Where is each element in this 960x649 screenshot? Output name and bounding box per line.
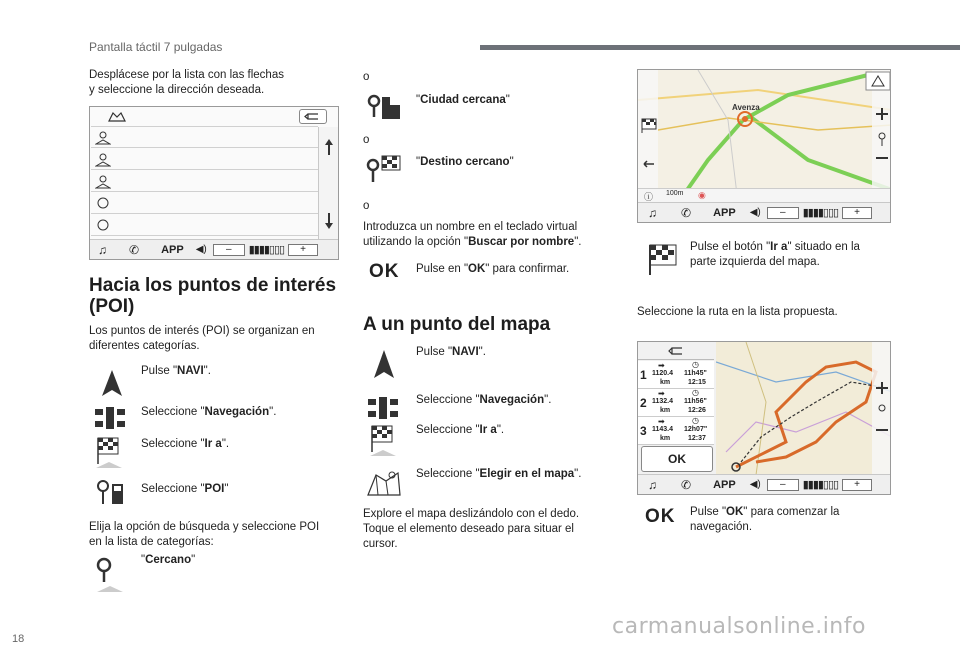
volume-level: ▮▮▮▮▯▯▯ — [802, 479, 839, 491]
clock-icon: ◷ — [692, 416, 699, 425]
map-scale: 100m — [666, 190, 684, 197]
route-distance: 1143.4 — [652, 426, 674, 433]
navi-icon — [100, 368, 124, 398]
explore-paragraph — [363, 507, 613, 552]
step-ir-a: Seleccione "Ir a". — [141, 438, 230, 450]
clock-icon: ◷ — [692, 360, 699, 369]
heading-line-1: Hacia los puntos de interés — [89, 275, 337, 296]
step-elegir-mapa: Seleccione "Elegir en el mapa". — [416, 468, 582, 480]
map-pin-icon — [95, 174, 111, 189]
direction-arrow-icon: ➡ — [658, 417, 665, 426]
keyboard-line-1: Introduzca un nombre en el teclado virtual — [363, 221, 578, 233]
para2-line-1: Elija la opción de búsqueda y seleccione POI — [89, 521, 320, 533]
list-item[interactable] — [91, 171, 318, 192]
route-distance-unit: km — [660, 435, 671, 442]
position-icon: ◉ — [698, 190, 706, 200]
flag-icon[interactable] — [640, 118, 658, 134]
or-text: o — [363, 71, 370, 83]
volume-down-button[interactable]: – — [767, 479, 799, 491]
page-header-title: Pantalla táctil 7 pulgadas — [89, 40, 223, 54]
route-distance-unit: km — [660, 407, 671, 414]
speaker-icon: ◀) — [749, 479, 761, 490]
route-number: 2 — [640, 396, 647, 410]
app-button[interactable]: APP — [713, 206, 736, 219]
para-line-2: diferentes categorías. — [89, 340, 200, 352]
flag-icon — [644, 243, 682, 277]
list-item[interactable] — [91, 193, 318, 214]
phone-icon[interactable]: ✆ — [129, 242, 140, 257]
step-ir-a: Seleccione "Ir a". — [416, 424, 505, 436]
step-poi: Seleccione "POI" — [141, 483, 229, 495]
list-header-row — [91, 107, 318, 127]
scroll-up-icon[interactable] — [323, 137, 335, 157]
final-line-1: Pulse "OK" para comenzar la — [690, 506, 840, 518]
music-icon[interactable]: ♫ — [98, 242, 107, 257]
map-view[interactable] — [638, 70, 891, 203]
music-icon[interactable]: ♫ — [648, 205, 657, 220]
route-map[interactable] — [716, 342, 891, 475]
poi-icon — [95, 196, 111, 211]
route-distance-unit: km — [660, 379, 671, 386]
map-pin-icon — [95, 152, 111, 167]
map-city-label: Avenza — [732, 103, 760, 112]
final-instruction — [690, 505, 890, 535]
volume-level: ▮▮▮▮▯▯▯ — [248, 244, 285, 256]
option-destino-cercano: "Destino cercano" — [416, 156, 514, 168]
volume-level: ▮▮▮▮▯▯▯ — [802, 207, 839, 219]
section-heading-map: A un punto del mapa — [363, 314, 551, 335]
option-ciudad-cercana: "Ciudad cercana" — [416, 94, 510, 106]
map-pin-icon — [95, 130, 111, 145]
ira-line-2: parte izquierda del mapa. — [690, 256, 820, 268]
route-number: 1 — [640, 368, 647, 382]
ira-line-1: Pulse el botón "Ir a" situado en la — [690, 241, 860, 253]
map-screen[interactable] — [637, 69, 891, 223]
volume-up-button[interactable]: + — [288, 244, 318, 256]
poi-search-paragraph — [89, 520, 339, 550]
direction-arrow-icon: ➡ — [658, 389, 665, 398]
final-line-2: navegación. — [690, 521, 753, 533]
watermark: carmanualsonline.info — [612, 614, 866, 639]
map-icon — [107, 111, 127, 123]
intro-text — [89, 68, 309, 98]
ok-icon: OK — [645, 506, 676, 527]
step-ok-confirm: Pulse en "OK" para confirmar. — [416, 263, 570, 275]
navigation-icon — [367, 393, 399, 421]
back-arrow-icon — [300, 110, 326, 123]
back-button[interactable] — [299, 109, 327, 124]
back-arrow-icon[interactable] — [666, 345, 686, 357]
or-text: o — [363, 200, 370, 212]
info-icon[interactable]: ⓘ — [644, 192, 654, 202]
volume-up-button[interactable]: + — [842, 207, 872, 219]
list-item[interactable] — [91, 215, 318, 236]
route-instruction: Seleccione la ruta en la lista propuesta. — [637, 306, 838, 318]
step-navi: Pulse "NAVI". — [141, 365, 211, 377]
route-ok-button[interactable]: OK — [641, 446, 713, 472]
bottom-bar — [638, 202, 890, 222]
heading-line-2: (POI) — [89, 296, 135, 317]
map-select-icon — [366, 469, 402, 499]
ir-a-instruction — [690, 240, 890, 270]
app-button[interactable]: APP — [161, 243, 184, 256]
list-item[interactable] — [91, 149, 318, 170]
page-number: 18 — [12, 633, 25, 645]
section-heading-poi — [89, 275, 336, 317]
speaker-icon: ◀) — [195, 244, 207, 255]
route-arrival-time: 12:37 — [688, 435, 706, 442]
header-bar — [480, 45, 960, 50]
poi-nearby-icon — [94, 556, 124, 594]
clock-icon: ◷ — [692, 388, 699, 397]
explore-line-2: Toque el elemento deseado para situar el — [363, 523, 574, 535]
route-duration: 12h07" — [684, 426, 708, 433]
route-duration: 11h56" — [684, 398, 707, 405]
route-duration: 11h45" — [684, 370, 707, 377]
music-icon[interactable]: ♫ — [648, 477, 657, 492]
poi-destination-icon — [366, 154, 404, 188]
navigation-icon — [94, 403, 126, 431]
scrollbar[interactable] — [318, 127, 338, 240]
back-arrow-icon[interactable] — [640, 156, 658, 172]
para-line-1: Los puntos de interés (POI) se organizan en — [89, 325, 315, 337]
route-arrival-time: 12:26 — [688, 407, 706, 414]
map-status-bar — [638, 188, 891, 202]
step-navegacion: Seleccione "Navegación". — [416, 394, 552, 406]
list-screen — [89, 106, 339, 260]
route-number: 3 — [640, 424, 647, 438]
or-text: o — [363, 134, 370, 146]
intro-line-2: y seleccione la dirección deseada. — [89, 84, 265, 96]
bottom-bar — [638, 474, 890, 494]
zoom-controls[interactable] — [874, 106, 890, 196]
phone-icon[interactable]: ✆ — [681, 477, 692, 492]
poi-icon — [95, 218, 111, 233]
volume-down-button[interactable]: – — [213, 244, 245, 256]
route-arrival-time: 12:15 — [688, 379, 706, 386]
step-navegacion: Seleccione "Navegación". — [141, 406, 277, 418]
route-distance: 1132.4 — [652, 398, 674, 405]
keyboard-paragraph — [363, 220, 613, 250]
route-distance: 1120.4 — [652, 370, 674, 377]
phone-icon[interactable]: ✆ — [681, 205, 692, 220]
speaker-icon: ◀) — [749, 207, 761, 218]
navi-icon — [372, 348, 396, 380]
direction-arrow-icon: ➡ — [658, 361, 665, 370]
keyboard-line-2: utilizando la opción "Buscar por nombre". — [363, 236, 582, 248]
route-header — [638, 342, 714, 360]
para2-line-2: en la lista de categorías: — [89, 536, 214, 548]
poi-paragraph — [89, 324, 339, 354]
volume-down-button[interactable]: – — [767, 207, 799, 219]
flag-icon — [368, 424, 398, 458]
bottom-bar — [90, 239, 338, 259]
step-navi: Pulse "NAVI". — [416, 346, 486, 358]
list-item[interactable] — [91, 127, 318, 148]
app-button[interactable]: APP — [713, 478, 736, 491]
route-option[interactable] — [638, 389, 714, 417]
option-cercano: "Cercano" — [141, 554, 196, 566]
ok-icon: OK — [369, 261, 400, 282]
route-screen — [637, 341, 891, 495]
explore-line-1: Explore el mapa deslizándolo con el dedo. — [363, 508, 580, 520]
poi-fuel-icon — [94, 478, 128, 508]
intro-line-1: Desplácese por la lista con las flechas — [89, 69, 284, 81]
poi-city-icon — [366, 93, 404, 123]
route-option[interactable] — [638, 361, 714, 389]
flag-icon — [94, 436, 124, 470]
route-option[interactable] — [638, 417, 714, 445]
scroll-down-icon[interactable] — [323, 211, 335, 231]
explore-line-3: cursor. — [363, 538, 398, 550]
volume-up-button[interactable]: + — [842, 479, 872, 491]
